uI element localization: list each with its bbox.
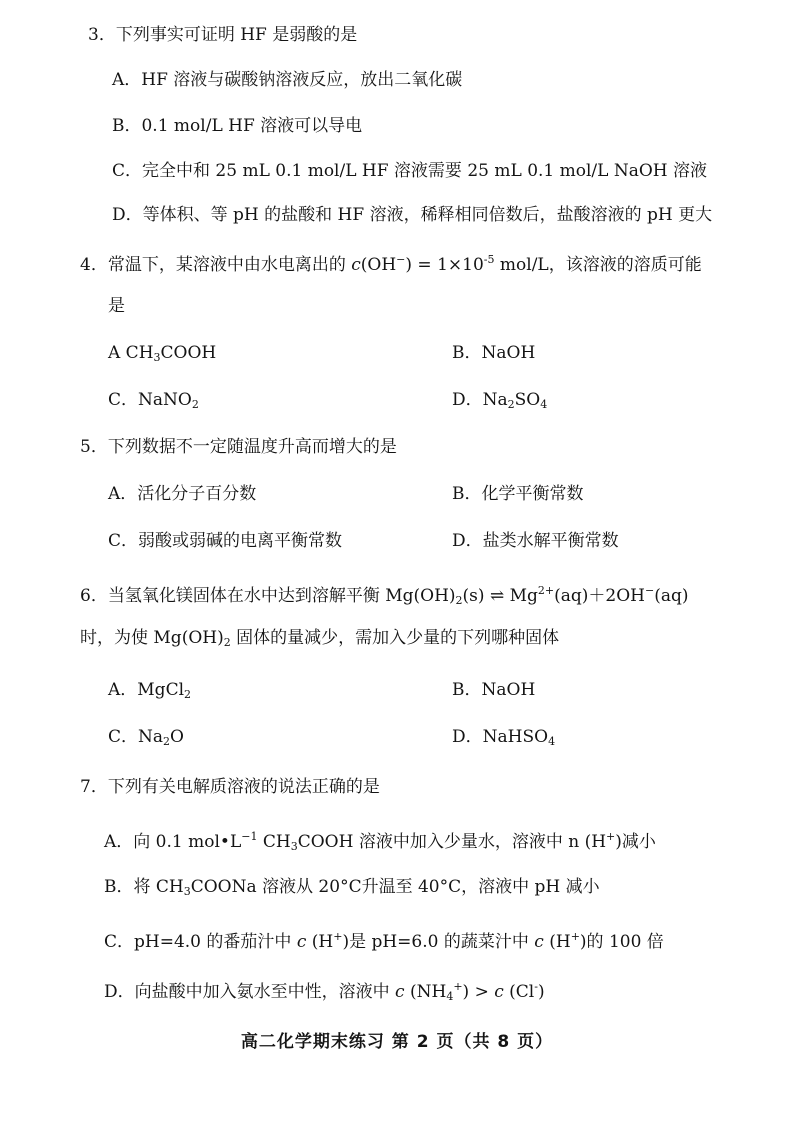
q5-option-b: B．化学平衡常数 <box>452 484 584 504</box>
q6-option-c: C．$Na_2O$ <box>108 727 184 748</box>
q4-option-c: C．NaNO$_2$ <box>108 390 199 411</box>
q5-option-d: D．盐类水解平衡常数 <box>452 531 619 551</box>
q5-option-a: A．活化分子百分数 <box>108 484 257 504</box>
q4-option-b: B．NaOH <box>452 343 536 363</box>
q6-option-b: B．NaOH <box>452 680 536 700</box>
equilibrium-arrow-icon: ⇌ <box>489 586 505 606</box>
q5-option-c: C．弱酸或弱碱的电离平衡常数 <box>108 531 343 551</box>
q6-option-d: D．NaHSO$_4$ <box>452 727 556 748</box>
q7-option-a: A．向 0.1 $mol•L^{-1}$ $CH_3COOH$ 溶液中加入少量水，溶液中 n (H+)减小 <box>104 830 656 853</box>
q4-stem-line2: 是 <box>108 296 125 316</box>
q3-option-d: D．等体积、等 pH 的盐酸和 HF 溶液，稀释相同倍数后，盐酸溶液的 pH 更大 <box>112 205 713 225</box>
q3-option-c: C．完全中和 25 mL 0.1 mol/L HF 溶液需要 25 mL 0.1 mol/L NaOH 溶液 <box>112 161 708 181</box>
q6-stem-line2: 时，为使 $Mg(OH)_2$ 固体的量减少，需加入少量的下列哪种固体 <box>80 628 560 649</box>
q5-stem: 5．下列数据不一定随温度升高而增大的是 <box>80 437 397 457</box>
q3-option-a: A．HF 溶液与碳酸钠溶液反应，放出二氧化碳 <box>112 70 463 90</box>
q3-stem: 3．下列事实可证明 HF 是弱酸的是 <box>88 25 358 45</box>
q6-option-a: A．MgCl$_2$ <box>108 680 192 701</box>
q4-option-d: D．$Na_2SO_4$ <box>452 390 548 411</box>
page-footer: 高二化学期末练习 第 2 页（共 8 页） <box>240 1032 554 1052</box>
q7-option-b: B．将 $CH_3COONa$ 溶液从 20°C升温至 40°C，溶液中 pH 减小 <box>104 877 600 898</box>
q7-stem: 7．下列有关电解质溶液的说法正确的是 <box>80 777 380 797</box>
q6-stem: 6．当氢氧化镁固体在水中达到溶解平衡 $Mg(OH)_2(s)$ ⇌ $Mg^{2+}(aq)+2OH^-(aq)$ <box>80 584 689 607</box>
q4-stem: 4．常温下，某溶液中由水电离出的 $c(OH^-) = 1\times 10^{-5}$ mol/L，该溶液的溶质可能 <box>80 253 702 275</box>
q7-option-c: C．pH=4.0 的番茄汁中 c (H+)是 pH=6.0 的蔬菜汁中 c (H+)的 100 倍 <box>104 930 664 952</box>
q3-option-b: B．0.1 mol/L HF 溶液可以导电 <box>112 116 363 136</box>
q4-option-a: A $CH_3COOH$ <box>108 343 217 364</box>
q7-option-d: D．向盐酸中加入氨水至中性，溶液中 c $(NH_4^+) > c$ (Cl-) <box>104 980 545 1003</box>
